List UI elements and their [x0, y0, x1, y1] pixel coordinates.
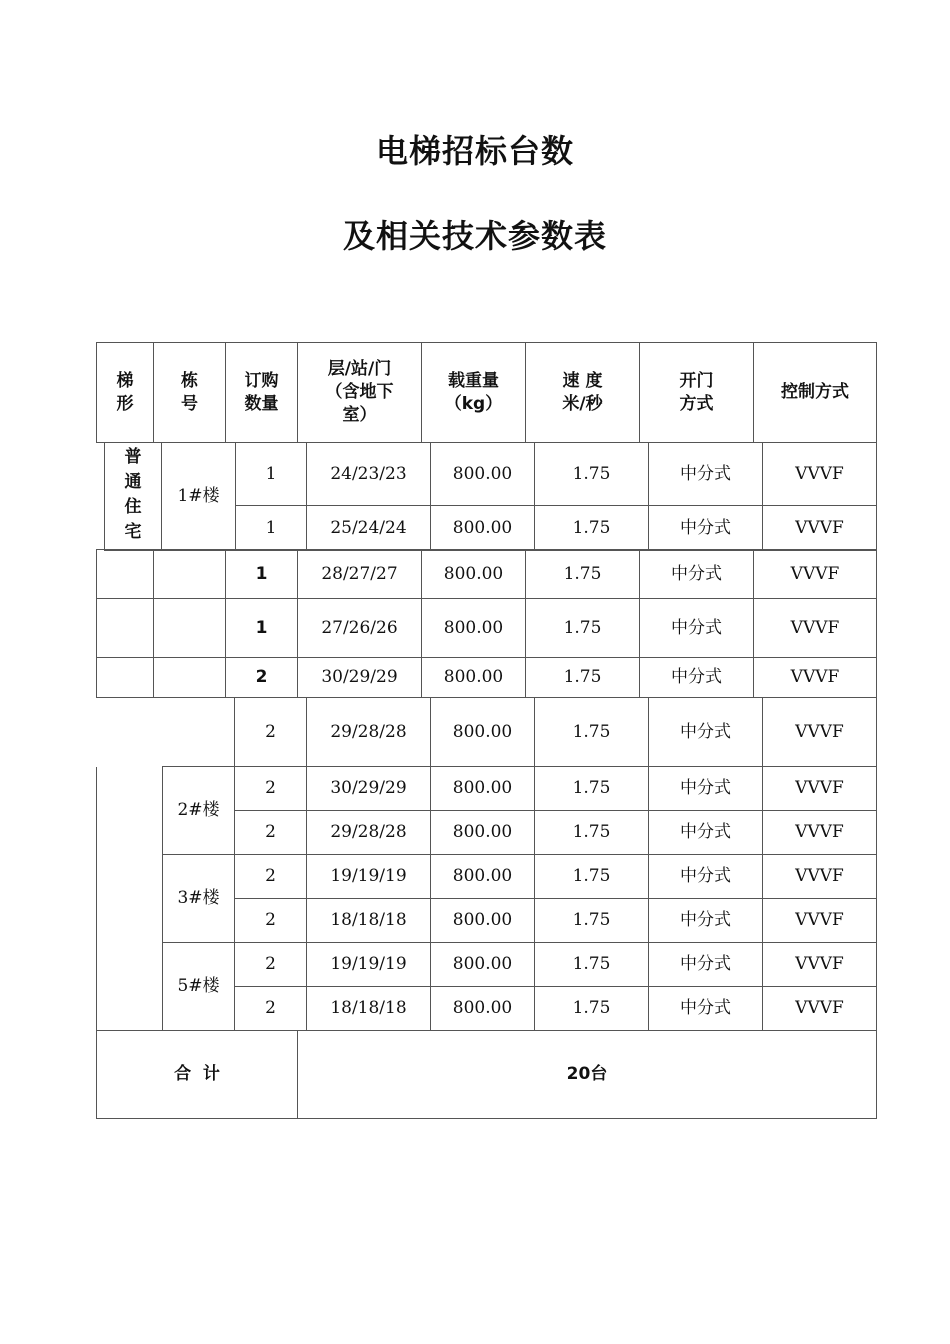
row-5-floors: 30/29/29	[298, 658, 422, 698]
row-11-control: VVVF	[763, 943, 877, 987]
row-12-control: VVVF	[763, 987, 877, 1031]
row-1-speed: 1.75	[535, 443, 649, 506]
row-8-floors: 29/28/28	[307, 811, 431, 855]
row-7-door: 中分式	[649, 767, 763, 811]
empty-building-cell	[154, 599, 226, 658]
row-4-control: VVVF	[754, 599, 877, 658]
row-7-control: VVVF	[763, 767, 877, 811]
row-6-door: 中分式	[649, 698, 763, 767]
row-9-door: 中分式	[649, 855, 763, 899]
building-cell-2: 2#楼	[163, 767, 235, 855]
row-11-load: 800.00	[431, 943, 535, 987]
row-4-load: 800.00	[422, 599, 526, 658]
row-12-door: 中分式	[649, 987, 763, 1031]
building-cell-3: 3#楼	[163, 855, 235, 943]
empty-building-cell	[154, 550, 226, 599]
row-7-qty: 2	[235, 767, 307, 811]
category-label: 普通住宅	[124, 447, 142, 542]
row-7-load: 800.00	[431, 767, 535, 811]
row-5-qty: 2	[226, 658, 298, 698]
row-2-door: 中分式	[649, 506, 763, 551]
header-order-quantity: 订购 数量	[226, 343, 298, 443]
row-3-speed: 1.75	[526, 550, 640, 599]
row-1-load: 800.00	[431, 443, 535, 506]
row-1-floors: 24/23/23	[307, 443, 431, 506]
row-12-speed: 1.75	[535, 987, 649, 1031]
row-9-control: VVVF	[763, 855, 877, 899]
row-6-qty: 2	[235, 698, 307, 767]
row-8-qty: 2	[235, 811, 307, 855]
empty-type-cell	[97, 658, 154, 698]
total-table	[96, 1030, 877, 1119]
row-11-door: 中分式	[649, 943, 763, 987]
row-9-floors: 19/19/19	[307, 855, 431, 899]
row-2-control: VVVF	[763, 506, 877, 551]
row-2-qty: 1	[236, 506, 307, 551]
row-10-floors: 18/18/18	[307, 899, 431, 943]
empty-building-cell	[154, 658, 226, 698]
row-10-door: 中分式	[649, 899, 763, 943]
row-10-load: 800.00	[431, 899, 535, 943]
row-2-floors: 25/24/24	[307, 506, 431, 551]
row-2-load: 800.00	[431, 506, 535, 551]
row-10-qty: 2	[235, 899, 307, 943]
row-11-speed: 1.75	[535, 943, 649, 987]
row-12-floors: 18/18/18	[307, 987, 431, 1031]
building-cell-1: 1#楼	[162, 443, 236, 551]
row-10-speed: 1.75	[535, 899, 649, 943]
row-1-door: 中分式	[649, 443, 763, 506]
header-elevator-type: 梯 形	[97, 343, 154, 443]
row-1-control: VVVF	[763, 443, 877, 506]
row-6-speed: 1.75	[535, 698, 649, 767]
row-9-load: 800.00	[431, 855, 535, 899]
empty-type-cell	[97, 599, 154, 658]
row-6-floors: 29/28/28	[307, 698, 431, 767]
row-4-qty: 1	[226, 599, 298, 658]
block-c-table	[96, 697, 877, 1031]
row-9-qty: 2	[235, 855, 307, 899]
row-5-load: 800.00	[422, 658, 526, 698]
row-6-load: 800.00	[431, 698, 535, 767]
row-3-door: 中分式	[640, 550, 754, 599]
row-11-floors: 19/19/19	[307, 943, 431, 987]
row-1-qty: 1	[236, 443, 307, 506]
block-a-table	[104, 442, 877, 551]
row-12-load: 800.00	[431, 987, 535, 1031]
row-4-speed: 1.75	[526, 599, 640, 658]
row-5-speed: 1.75	[526, 658, 640, 698]
block-b-table	[96, 549, 877, 698]
empty-type-cell	[97, 550, 154, 599]
total-label: 合 计	[97, 1031, 298, 1119]
row-9-speed: 1.75	[535, 855, 649, 899]
blank-cell	[97, 698, 163, 767]
row-12-qty: 2	[235, 987, 307, 1031]
row-4-floors: 27/26/26	[298, 599, 422, 658]
row-7-speed: 1.75	[535, 767, 649, 811]
row-5-control: VVVF	[754, 658, 877, 698]
total-value: 20台	[298, 1031, 877, 1119]
category-cell	[105, 443, 162, 551]
header-door-type: 开门 方式	[640, 343, 754, 443]
header-load-capacity: 载重量 （kg）	[422, 343, 526, 443]
row-8-control: VVVF	[763, 811, 877, 855]
row-2-speed: 1.75	[535, 506, 649, 551]
row-8-load: 800.00	[431, 811, 535, 855]
row-6-control: VVVF	[763, 698, 877, 767]
row-5-door: 中分式	[640, 658, 754, 698]
blank-cell	[163, 698, 235, 767]
header-speed: 速 度 米/秒	[526, 343, 640, 443]
header-floors-stops-doors: 层/站/门 （含地下 室）	[298, 343, 422, 443]
row-4-door: 中分式	[640, 599, 754, 658]
blank-type-column	[97, 767, 163, 1031]
document-title-line-1: 电梯招标台数	[375, 132, 574, 170]
row-3-floors: 28/27/27	[298, 550, 422, 599]
row-11-qty: 2	[235, 943, 307, 987]
row-8-door: 中分式	[649, 811, 763, 855]
header-building-no: 栋 号	[154, 343, 226, 443]
row-7-floors: 30/29/29	[307, 767, 431, 811]
header-table	[96, 342, 877, 443]
row-3-qty: 1	[226, 550, 298, 599]
row-10-control: VVVF	[763, 899, 877, 943]
row-3-control: VVVF	[754, 550, 877, 599]
building-cell-5: 5#楼	[163, 943, 235, 1031]
row-8-speed: 1.75	[535, 811, 649, 855]
row-3-load: 800.00	[422, 550, 526, 599]
document-title-line-2: 及相关技术参数表	[342, 217, 607, 255]
header-control-type: 控制方式	[754, 343, 877, 443]
